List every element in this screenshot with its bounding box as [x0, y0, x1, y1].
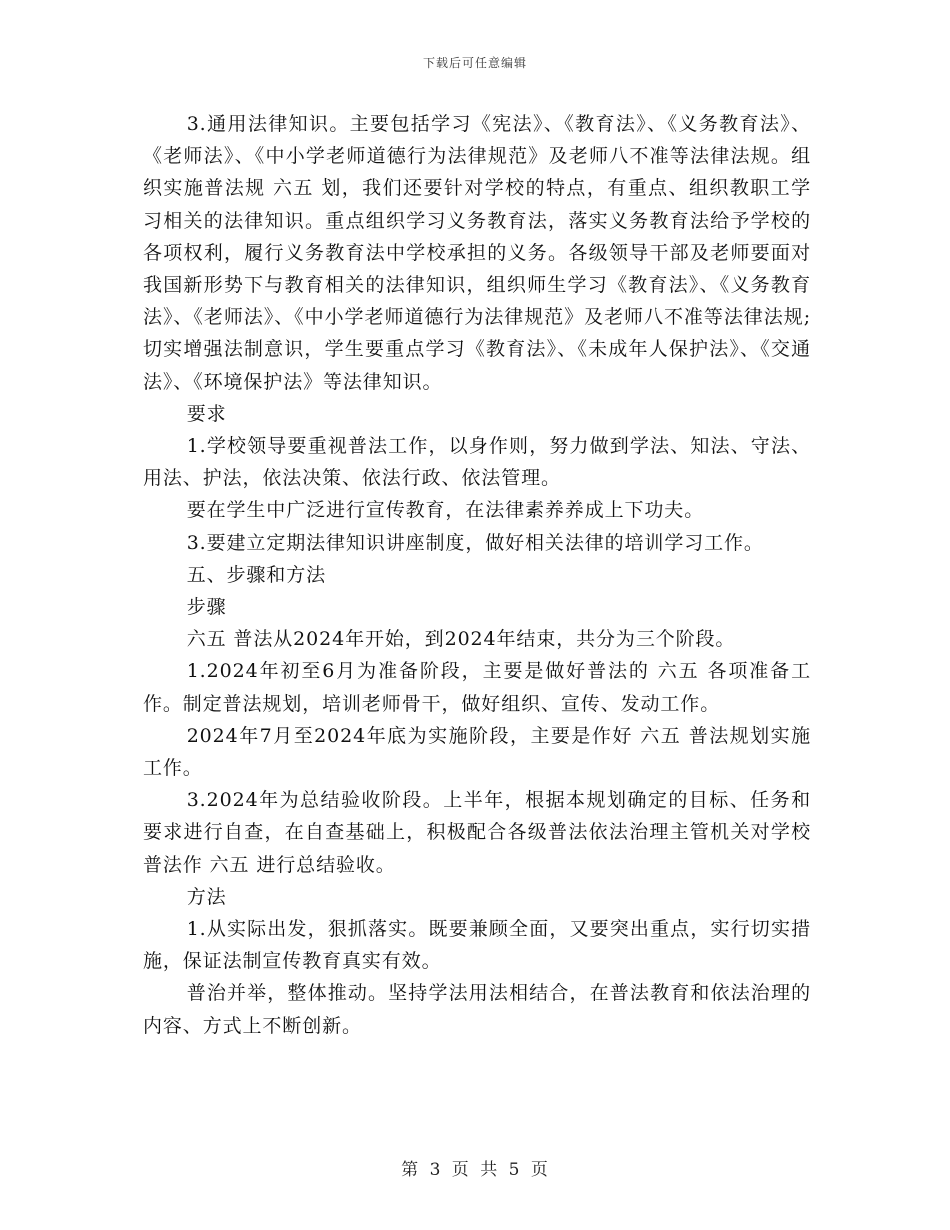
page-header: 下载后可任意编辑 — [422, 56, 527, 70]
paragraph-step-3: 3.2024年为总结验收阶段。上半年，根据本规划确定的目标、任务和要求进行自查，在自查基础上，积极配合各级普法依法治理主管机关对学校普法作 六五 进行总结验收。 — [143, 789, 811, 876]
page-number-footer: 第 3 页 共 5 页 — [401, 1160, 549, 1180]
paragraph-steps-overview: 六五 普法从2024年开始，到2024年结束，共分为三个阶段。 — [186, 628, 736, 651]
section-heading-requirements: 要求 — [186, 402, 227, 425]
paragraph-method-1: 1.从实际出发，狠抓落实。既要兼顾全面，又要突出重点，实行切实措施，保证法制宣传教育真实有效。 — [143, 918, 811, 973]
paragraph-requirement-1: 1.学校领导要重视普法工作，以身作则，努力做到学法、知法、守法、用法、护法，依法决策、依法行政、依法管理。 — [143, 435, 811, 490]
paragraph-step-1: 1.2024年初至6月为准备阶段，主要是做好普法的 六五 各项准备工作。制定普法规划，培训老师骨干，做好组织、宣传、发动工作。 — [143, 660, 811, 715]
paragraph-step-2: 2024年7月至2024年底为实施阶段，主要是作好 六五 普法规划实施工作。 — [143, 724, 811, 780]
paragraph-requirement-3: 3.要建立定期法律知识讲座制度，做好相关法律的培训学习工作。 — [186, 531, 764, 554]
document-body — [143, 108, 811, 1042]
paragraph-method-2: 普治并举，整体推动。坚持学法用法相结合，在普法教育和依法治理的内容、方式上不断创新。 — [143, 982, 811, 1037]
section-heading-methods: 方法 — [186, 885, 227, 908]
section-heading-steps-and-methods: 五、步骤和方法 — [186, 563, 326, 586]
section-heading-steps: 步骤 — [186, 596, 227, 619]
paragraph-requirement-2: 要在学生中广泛进行宣传教育，在法律素养养成上下功夫。 — [186, 499, 705, 522]
paragraph-general-legal-knowledge: 3.通用法律知识。主要包括学习《宪法》、《教育法》、《义务教育法》、《老师法》、《中小学老师道德行为法律规范》及老师八不准等法律法规。组织实施普法规 六五 划，我们还要针对学校的特点，有重点、组织教职工学习相关的法律知识。重点组织学习义务教育法，落实义务教育法给予学校的各项权利，履行义务教育法中学校承担的义务。各级领导干部及老师要面对我国新形势下与教育相关的法律知识，组织师生学习《教育法》、《义务教育法》、《老师法》、《中小学老师道德行为法律规范》及老师八不准等法律法规;切实增强法制意识，学生要重点学习《教育法》、《未成年人保护法》、《交通法》、《环境保护法》等法律知识。 — [143, 113, 811, 393]
